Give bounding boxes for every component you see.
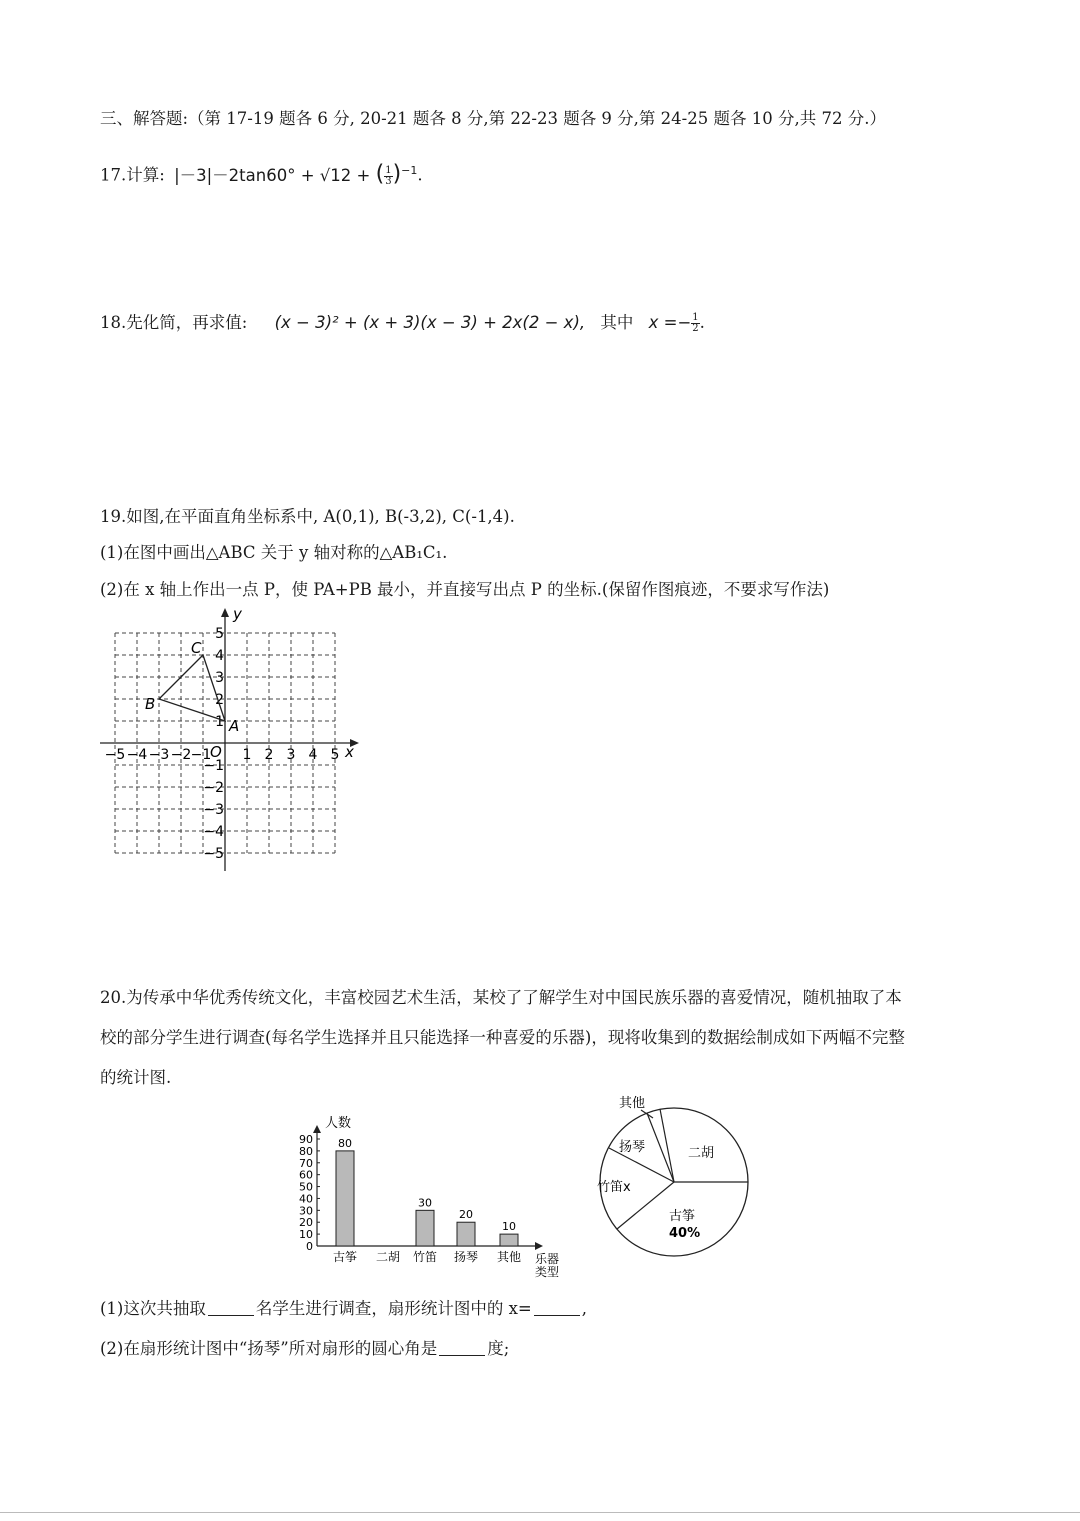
q20-line2: 校的部分学生进行调查(每名学生选择并且只能选择一种喜爱的乐器)，现将收集到的数据绘制成如下两幅不完整 [100, 1028, 905, 1047]
bar-chart-xlabel-line2: 类型 [535, 1265, 560, 1279]
q17-power: −1 [401, 164, 418, 177]
x-tick: 5 [330, 747, 340, 763]
bar-chart-ytick-label: 90 [299, 1133, 313, 1146]
y-tick: 1 [215, 714, 224, 730]
x-tick: 3 [286, 747, 296, 763]
bar-chart-ytick-label: 50 [299, 1180, 313, 1194]
answer-blank-x[interactable] [534, 1299, 580, 1316]
q19-part2: (2)在 x 轴上作出一点 P，使 PA+PB 最小，并直接写出点 P 的坐标.(保留作图痕迹，不要求写作法) [100, 580, 830, 599]
bar-chart-xlabel-line1: 乐器 [535, 1252, 560, 1266]
q17-fraction: $\frac{1}{3}$ [385, 164, 392, 187]
q20-line1: 20.为传承中华优秀传统文化，丰富校园艺术生活，某校了了解学生对中国民族乐器的喜爱情况，随机抽取了本 [100, 988, 902, 1007]
bar-category-label: 竹笛 [412, 1250, 438, 1264]
x-tick: −1 [190, 747, 212, 763]
q20-part2-text-a: (2)在扇形统计图中“扬琴”所对扇形的圆心角是 [100, 1339, 438, 1358]
bar-chart-ytick-label: 20 [299, 1216, 313, 1230]
q20-line3: 的统计图. [100, 1068, 172, 1087]
bar-chart-ytick-label: 70 [299, 1156, 313, 1170]
y-tick: −2 [203, 780, 224, 796]
pie-label-other: 其他 [619, 1096, 646, 1111]
section-header: 三、解答题:（第 17-19 题各 6 分, 20-21 题各 8 分,第 22-23 题各 9 分,第 24-25 题各 10 分,共 72 分.） [100, 109, 886, 128]
bar-chart-ytick-label: 80 [299, 1144, 313, 1158]
pie-label-zhudi: 竹笛x [597, 1180, 631, 1195]
question-18 [100, 312, 705, 334]
bar-2 [416, 1210, 434, 1246]
y-tick: −5 [203, 846, 224, 862]
q17-number: 17. [100, 165, 127, 185]
bar-chart-ytick-label: 60 [299, 1168, 313, 1182]
bar-chart-ylabel: 人数 [325, 1116, 352, 1131]
q17-label: 计算: [126, 165, 165, 185]
y-tick: −4 [203, 824, 224, 840]
q20-part2-text-b: 度; [487, 1339, 510, 1358]
answer-blank-total[interactable] [208, 1299, 254, 1316]
q18-label: 先化简，再求值: [126, 313, 248, 332]
q20-part1-text-b: 名学生进行调查，扇形统计图中的 x= [255, 1299, 532, 1318]
bar-category-label: 扬琴 [453, 1250, 479, 1264]
y-axis-label: y [233, 605, 242, 623]
q19-part1: (1)在图中画出△ABC 关于 y 轴对称的△AB₁C₁. [100, 543, 448, 562]
x-tick: −3 [148, 747, 170, 763]
pie-label-erhu: 二胡 [688, 1146, 715, 1161]
coordinate-grid-figure [95, 603, 370, 878]
q20-part2 [100, 1338, 509, 1360]
bar-value-label: 10 [502, 1220, 516, 1234]
question-17 [100, 160, 423, 187]
x-axis-label: x [345, 743, 354, 761]
bar-3 [457, 1222, 475, 1246]
triangle-abc [159, 655, 225, 721]
q18-expression: (x − 3)² + (x + 3)(x − 3) + 2x(2 − x), [274, 313, 586, 332]
q17-paren-close: ) [392, 161, 402, 187]
q18-fraction: $\frac{1}{2}$ [692, 312, 699, 334]
y-tick: 4 [215, 648, 224, 664]
q20-part1-text-c: , [581, 1299, 588, 1318]
x-tick: 4 [308, 747, 318, 763]
q19-stem: 19.如图,在平面直角坐标系中, A(0,1), B(-3,2), C(-1,4). [100, 507, 515, 526]
y-tick: 3 [215, 670, 224, 686]
y-tick: −1 [203, 758, 224, 774]
y-tick: −3 [203, 802, 224, 818]
q18-where: 其中 [600, 313, 634, 332]
bar-chart-x-arrow [535, 1242, 543, 1250]
q20-part1 [100, 1298, 587, 1320]
pie-chart [585, 1090, 765, 1270]
x-tick: 1 [242, 747, 252, 763]
bar-value-label: 30 [418, 1196, 432, 1210]
page-bottom-rule [0, 1512, 1080, 1513]
point-a-label: A [229, 717, 240, 735]
bar-chart-ytick-label: 0 [306, 1240, 313, 1253]
bar-category-label: 二胡 [375, 1250, 401, 1264]
pie-label-yangqin: 扬琴 [619, 1140, 646, 1155]
q18-x-equals: x =− [648, 313, 692, 332]
q18-number: 18. [100, 313, 127, 332]
origin-label: O [210, 743, 222, 761]
pie-label-guzheng-percent: 40% [669, 1226, 701, 1241]
point-c-label: C [191, 639, 202, 657]
bar-chart-y-arrow [313, 1125, 321, 1133]
x-tick: 2 [264, 747, 274, 763]
bar-chart-ytick-label: 10 [299, 1228, 313, 1242]
q20-part1-text-a: (1)这次共抽取 [100, 1299, 206, 1318]
pie-label-guzheng: 古筝 [669, 1209, 696, 1224]
q17-expression: |－3|－2tan60° + √12 + [174, 165, 376, 185]
bar-chart-ytick-label: 40 [299, 1192, 313, 1206]
bar-chart-ytick-label: 30 [299, 1204, 313, 1218]
q17-paren-open: ( [375, 161, 385, 187]
y-tick: 2 [215, 692, 224, 708]
point-b-label: B [145, 695, 156, 713]
bar-value-label: 20 [459, 1208, 473, 1222]
axes [100, 608, 359, 871]
bar-chart [285, 1105, 570, 1280]
bar-category-label: 其他 [496, 1250, 522, 1264]
q18-end: . [699, 313, 705, 332]
x-tick: −2 [170, 747, 192, 763]
y-tick: 5 [215, 626, 224, 642]
bar-4 [500, 1234, 518, 1246]
x-tick: −5 [104, 747, 126, 763]
bar-value-label: 80 [338, 1136, 352, 1150]
bar-category-label: 古筝 [332, 1250, 358, 1264]
answer-blank-angle[interactable] [439, 1339, 485, 1356]
bar-0 [336, 1151, 354, 1246]
x-tick: −4 [126, 747, 148, 763]
q17-end: . [417, 165, 423, 185]
